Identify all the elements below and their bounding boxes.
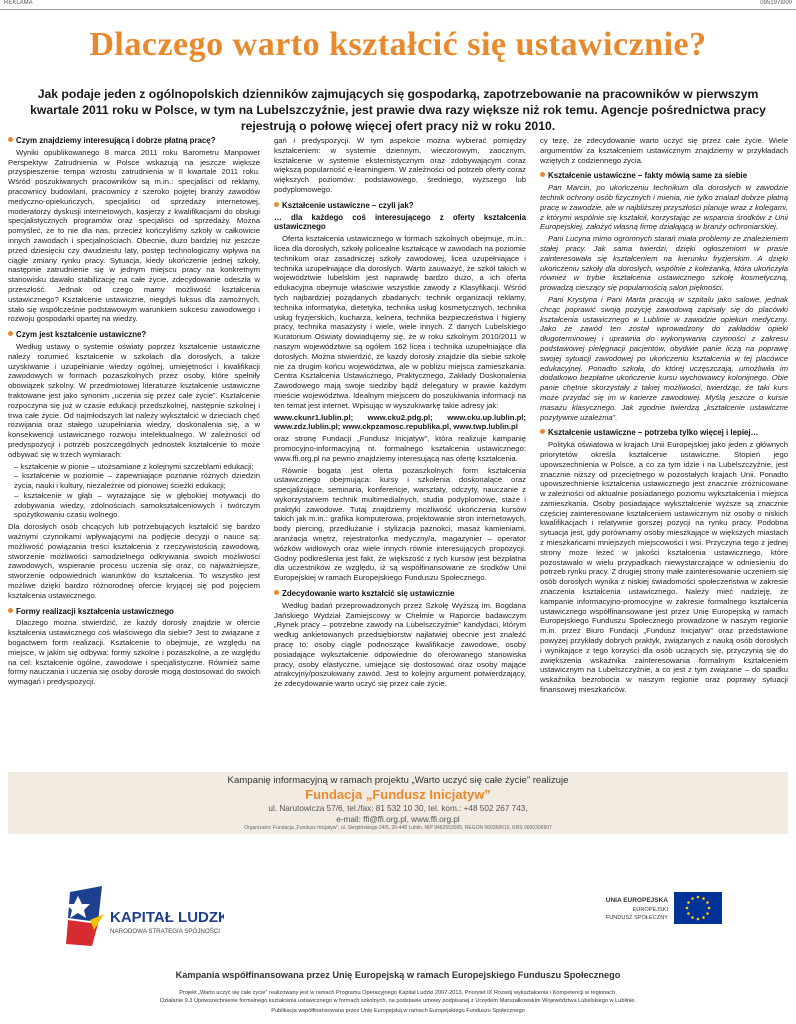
section-heading: Kształcenie ustawiczne – potrzeba tylko więcej i lepiej… [540,428,788,438]
organizer-contact[interactable]: e-mail: ffi@ffi.org.pl, www.ffi.org.pl [336,815,460,824]
eu-star-icon [706,912,709,915]
bullet-icon [8,608,13,613]
organizer-registration: Organizator: Fundacja „Fundusz Inicjatyw”, ul. Sierpińskiego 24/5, 20-448 Lublin, NIP 9462553005, REGON 060368615, KRS 0000306907 [244,825,552,831]
paragraph: Dlaczego można stwierdzić, że każdy dorosły znajdzie w ofercie kształcenia ustawicznego coś właściwego dla siebie? Jest to związane z bogactwem form realizacji. Kształcenie to obejmuje, ze względu na miejsce, w jakim się odbywa: formy szkolne i pozaszkolne, a ze względu na cel: kształcenie ogólne, zawodowe i specjalistyczne. Również same formy nauczania i uczenia się osoby dorosłe mogą dostosować do swoich wymagań i predyspozycji. [8,618,260,687]
paragraph: oraz stronę Fundacji „Fundusz Inicjatyw”, która realizuje kampanię promocyjno-informacyjną nt. formalnego kształcenia ustawicznego: www.ffi.org.pl na pewno znajdziemy interesującą nas ofertę kształcenia. [274,434,526,463]
bullet-icon [8,331,13,336]
eu-star-icon [702,897,705,900]
paragraph: Pan Marcin, po ukończeniu technikum dla dorosłych w zawodzie technik ochrony osób fizycznych i mienia, nie tylko znalazł dobrze płatną pracę w zawodzie, ale w najbliższej przyszłości planuje wraz z kolegami, z którymi wspólnie się kształcił, korzystając ze wsparcia środków z Unii Europejskiej, założyć własną firmę działającą w branży ochroniarskiej. [540,183,788,232]
website-links[interactable]: www.ckunr1.lublin.pl; www.cku2.pdg.pl; www.cku.up.lublin.pl; www.zdz.lublin.pl; www.ckpzamosc.republika.pl, www.twp.lublin.pl [274,412,526,432]
section-heading: Zdecydowanie warto kształcić się ustawicznie [274,589,526,599]
header-divider [0,9,796,10]
article-title: Dlaczego warto kształcić się ustawicznie? [89,26,707,63]
ad-code: 0951978/00 [760,0,792,6]
svg-text:EUROPEJSKI: EUROPEJSKI [632,907,668,913]
section-subheading: … dla każdego coś interesującego z oferty kształcenia ustawicznego [274,212,526,232]
kapital-ludzki-logo [64,884,224,954]
eu-star-icon [697,896,700,899]
organizer-name: Fundacja „Fundusz Inicjatyw” [305,787,491,802]
page-header-strip [0,0,796,8]
paragraph: cy tezę, że zdecydowanie warto uczyć się przez całe życie. Wiele argumentów za kształceniem ustawicznym znajdziemy w przykładach wziętych z codziennego życia. [540,136,788,165]
eu-star-icon [708,907,711,910]
bullet-icon [540,429,545,434]
eu-star-icon [691,897,694,900]
svg-text:NARODOWA STRATEGIA SPÓJNOŚCI: NARODOWA STRATEGIA SPÓJNOŚCI [110,928,221,935]
footnote-line: Działanie 9.3 Upowszechnienie formalnego kształcenia ustawicznego w formach szkolnych, na podstawie umowy podpisanej z Urzędem Marszałkowskim Województwa Lubelskiego w Lublinie. [160,998,636,1004]
cofinancing-heading: Kampania współfinansowana przez Unię Europejską w ramach Europejskiego Funduszu Społecznego [175,970,621,980]
article-columns [8,136,788,768]
dimensions-list [14,462,260,521]
eu-star-icon [706,901,709,904]
column-1 [8,136,260,768]
column-2 [274,136,526,768]
list-item: – kształcenie w poziomie – zapewniające poznanie różnych dziedzin życia, nauki i kultury, niezależnie od pionowej ścieżki edukacji; [14,471,260,491]
paragraph: Według badań przeprowadzonych przez Szkołę Wyższą im. Bogdana Jańskiego Wydział Zamiejscowy w Chełmie w Raporcie badawczym „Rynek pracy – potrzebne zawody na Lubelszczyźnie” kandydaci, którym według ankietowanych przedsiębiorstw najłatwiej obecnie jest znaleźć pracę to: osoby ciągle podnoszące kwalifikacje zawodowe, osoby posiadające wykształcenie odpowiednie do oferowanego stanowiska pracy, osoby elastyczne, umiejące się dostosować oraz osoby mające atrakcyjny/poszukiwany zawód. Jest to kolejny argument potwierdzający, że zdecydowanie warto uczyć się przez całe życie. [274,600,526,689]
section-heading: Kształcenie ustawiczne – czyli jak? [274,201,526,211]
paragraph: Pani Krystyna i Pani Marta pracują w szpitalu jako salowe, jednak chcąc poprawić swoją pozycję zawodową zapisały się do placówki kształcenia ustawicznego w Lublinie w zawodzie opiekun medyczny. Jako że zawód ten został wprowadzony do zakładów opieki długoterminowej i uprawnia do wykonywania czynności z zakresu podstawowej pielęgnacji pacjentów, obydwie panie liczą na poprawę swojej sytuacji zawodowej po ukończeniu kształcenia w tej placówce edukacyjnej. Ponadto szkoła, do której uczęszczają, umożliwiła im dodatkowo bezpłatne ukończenie kursu wychowawcy kolonijnego. Obie panie chętnie skorzystały z takiej możliwości, twierdząc, że taki kurs może przydać się im w karierze zawodowej. Myślą jeszcze o kursie masażu klasycznego. Jak zgodnie twierdzą „kształcenie ustawiczne pozytywnie uzależnia”. [540,294,788,422]
bullet-icon [540,172,545,177]
paragraph: Wyniki opublikowanego 8 marca 2011 roku Barometru Manpower Perspektyw Zatrudnienia w Polsce wskazują na jeszcze większe przyspieszenie tempa wzrostu zatrudnienia w II kwartale 2011 roku. Wśród poszukiwanych pracowników są m.in.: specjaliści od reklamy, pracownicy budowlani, pracownicy z szeroko pojętej branży zawodów medyczno-opiekuńczych, specjaliści od sprzedaży internetowej, moderatorzy dyskusji internetowych, kasjerzy z kwalifikacjami do obsługi specjalistycznych programów oraz specjaliści od sprzedaży. Można pomyśleć, że to nie dla nas, przecież kończyliśmy szkoły w całkowicie innych zawodach i specjalnościach. Obecnie, dużo bardziej niż jeszcze przed dziesięciu czy dwudziestu laty, postęp technologiczny wpływa na ciągłe zmiany rynku pracy. Sytuacja, kiedy ukończenie jednej szkoły, następnie zatrudnienie się w jednym miejscu pracy na konkretnym stanowisku dawało stabilizację na całe życie, zdecydowanie odeszła w przeszłość. Jednak od czego mamy możliwość kształcenia ustawicznego? Kształcenie ustawiczne, niegdyś luksus dla zamożnych, stało się współcześnie podstawowym warunkiem sukcesu zawodowego i rozwoju gospodarki opartej na wiedzy. [8,147,260,324]
eu-star-icon [686,907,689,910]
paragraph: Pani Lucyna mimo ogromnych starań miała problemy ze znalezieniem stałej pracy. Jak sama twierdzi, dzięki ogłoszeniom w prasie zainteresowała się kształceniem na kierunku fryzjerskim. A dzięki ukończeniu szkoły dla dorosłych, wspólnie z koleżanką, która ukończyła również w trybie kształcenia ustawicznego szkołę kosmetyczną, prowadzą cieszący się popularnością salon piękności. [540,234,788,293]
organizer-address: ul. Narutowicza 57/6, tel./fax: 81 532 10 30, tel. kom.: +48 502 267 743, [268,804,528,813]
eu-star-icon [702,916,705,919]
paragraph: Równie bogata jest oferta pozaszkolnych form kształcenia ustawicznego obejmująca: kursy i szkolenia doskonalące oraz specjalizujące, seminaria, konferencje, warsztaty, odczyty, nauczanie z wykorzystaniem technik multimedialnych, studia podyplomowe, staże i praktyki zawodowe. Tutaj znajdziemy możliwość ukończenia kursów takich jak m.in.: grafika komputerowa, projektowanie stron internetowych, body piercing, przedłużanie i stylizacja paznokci, masaż kamieniami, aranżacja wnętrz, rejestrator/ka medyczny/a, magazynier – operator wózków widłowych oraz wiele innych równie interesujących propozycji. Godny podkreślenia jest fakt, że większość z tych kursów jest bezpłatna dla uczestników ze względu, iż są współfinansowane ze środków Unii Europejskiej w ramach Europejskiego Funduszu Społecznego. [274,465,526,583]
paragraph: Według ustawy o systemie oświaty poprzez kształcenie ustawiczne należy rozumieć kształcenie w szkołach dla dorosłych, a także uzyskiwanie i uzupełnianie wiedzy ogólnej, umiejętności i kwalifikacji zawodowych w formach pozaszkolnych przez osoby, które spełniły obowiązek szkolny. W przedmiotowej literaturze kształcenie ustawiczne traktowane jest jako synonim „uczenia się przez całe życie”. Kształcenie rozpoczyna się już w czasie edukacji przedszkolnej, następnie szkolnej i trwa całe życie. Od najmłodszych lat należy wykształcić w dzieciach chęć rozwijania oraz stałego uzupełniania wiedzy, doskonalenia się, a w konsekwencji ustawicznego rozwoju intelektualnego. W zależności od predyspozycji i potrzeb poszczególnych jednostek kształcenie to może odbywać się w trzech wymiarach: [8,341,260,459]
eu-star-icon [691,916,694,919]
eu-efs-logo [600,890,726,940]
project-footnote [40,989,756,1015]
paragraph: gań i predyspozycji. W tym aspekcie można wybierać pomiędzy kształceniem: w systemie dziennym, wieczorowym, zaocznym, kształcenie w systemie eksternistycznym oraz zdobywającym coraz większą popularność e-learningiem. W zależności od potrzeb oferty coraz większych poziomów: podstawowego, średniego, wyższego lub podyplomowego. [274,136,526,194]
eu-star-icon [697,918,700,921]
section-heading: Czym znajdziemy interesującą i dobrze płatną pracę? [8,136,260,146]
svg-text:FUNDUSZ SPOŁECZNY: FUNDUSZ SPOŁECZNY [605,915,668,921]
section-heading: Formy realizacji kształcenia ustawicznego [8,607,260,617]
section-heading: Czym jest kształcenie ustawiczne? [8,330,260,340]
eu-flag-icon [600,890,726,940]
section-heading: Kształcenie ustawiczne – fakty mówią same za siebie [540,171,788,181]
footnote-line: Projekt „Warto uczyć się całe życie” realizowany jest w ramach Programu Operacyjnego Kapitał Ludzki 2007-2013, Priorytet IX Rozwój wykształcenia i Kompetencji w regionach, [179,990,617,996]
campaign-line: Kampanię informacyjną w ramach projektu „Warto uczyć się całe życie” realizuje [227,775,569,786]
paragraph: Dla dorosłych osób chcących lub potrzebujących kształcić się bardzo ważnymi czynnikami wpływającymi na podjęcie decyzji o nauce są: możliwość powiązania treści kształcenia z rzeczywistością zawodową, stworzenie możliwości samodzielnego odkrywania swoich możliwości zawodowych, wspieranie procesu uczenia się oraz, co najważniejsze, stworzenie odpowiednich warunków do kształcenia. To wszystko jest możliwe dzięki bardzo różnorodnej ofercie kryjącej się pod pojęciem kształcenia ustawicznego. [8,522,260,600]
footnote-line: Publikacja współfinansowana przez Unię Europejską w ramach Europejskiego Funduszu Społecznego [271,1008,525,1014]
bullet-icon [8,137,13,142]
paragraph: Polityka oświatowa w krajach Unii Europejskiej jako jeden z głównych priorytetów określa kształcenie ustawiczne. Stopień jego upowszechnienia w Polsce, a co za tym idzie i na Lubelszczyźnie, jest znacznie niższy od przeciętnego w pozostałych krajach Unii. Ponadto upowszechnienie kształcenia ustawicznego jest znacznie zróżnicowane w zależności od aktualnie posiadanego poziomu wykształcenia i miejsca zamieszkania. Osoby posiadające wykształcenie wyższe są znacznie częściej zainteresowane kształceniem ustawicznym niż osoby o niskich kwalifikacjach i relatywnie gorszej pozycji na rynku pracy. Podobna sytuacja jest, gdy porównamy osoby mieszkające w większych miastach z mieszkańcami mniejszych miejscowości i wsi. Przyczyna tego z jednej strony może leżeć w jakości kształcenia ustawicznego, które pozostawało w wielu przypadkach niewystarczające w odniesieniu do potrzeb rynku pracy. Z drugiej strony małe zainteresowanie uczeniem się osób dorosłych wynika z niskiej świadomości społeczeństwa w zakresie znaczenia kształcenia ustawicznego. Należy mieć nadzieję, że kampanie informacyjno-promocyjne w zakresie formalnego kształcenia ustawicznego współfinansowane jest przez Unię Europejską w ramach Europejskiego Funduszu Społecznego prowadzone w naszym regionie m.in. przez Biuro Fundacji „Fundusz Inicjatyw” oraz przedstawione powyżej przykłady dobrych praktyk, związanych z nauką osób dorosłych i wynikające z tego korzyści dla osób uczących się, przyczynią się do zwiększenia wskaźnika zainteresowania formalnym kształceniem ustawicznym na Lubelszczyźnie, a co jest z tym związane – do spadku wskaźnika bezrobocia w naszym regionie oraz poprawy sytuacji finansowej mieszkańców. [540,440,788,695]
eu-star-icon [687,912,690,915]
section-label: REKLAMA [4,0,33,6]
bullet-icon [274,202,279,207]
list-item: – kształcenie w pionie – utożsamiane z kolejnymi szczeblami edukacji; [14,461,254,471]
eu-star-icon [687,901,690,904]
column-3 [540,136,788,768]
campaign-info-box [8,772,788,834]
bullet-icon [274,590,279,595]
list-item: – kształcenie w głąb – wyrażające się w głębokiej motywacji do zdobywania wiedzy, zdolnościach samokształceniowych i twórczym spożytkowaniu czasu wolnego. [14,490,260,520]
article-lead: Jak podaje jeden z ogólnopolskich dzienników zajmujących się gospodarką, zapotrzebowanie na pracowników w pierwszym kwartale 2011 roku w Polsce, w tym na Lubelszczyźnie, jest prawie dwa razy większe niż rok temu. Agencje pośrednictwa pracy rejestrują o połowę więcej ofert pracy niż w roku 2010. [30,87,766,133]
svg-text:UNIA EUROPEJSKA: UNIA EUROPEJSKA [605,897,668,904]
paragraph: Oferta kształcenia ustawicznego w formach szkolnych obejmuje, m.in.: licea dla dorosłych, szkoły policealne kształcące w zawodach na poziomie technikum oraz zasadniczej szkoły zawodowej, licea uzupełniające i technika uzupełniające dla dorosłych. Warto zauważyć, że szkół takich w województwie lubelskim jest naprawdę bardzo dużo, a ich oferta edukacyjna obejmuje właściwie wszystkie zawody z Klasyfikacji. Wśród tych najbardziej pożądanych zbadanych: technik organizacji reklamy, technika informatyka, dietetyka, technika usług kosmetycznych, technika usług fryzjerskich, kucharza, kelnera, technika bezpieczeństwa i higieny pracy, technika masażysty i wiele, wiele innych. Z danych Lubelskiego Kuratorium Oświaty dowiadujemy się, że w roku szkolnym 2010/2011 w naszym województwie są ogółem 162 licea i technika uzupełniające dla dorosłych. Można stwierdzić, że każdy dorosły znajdzie dla siebie szkołę nie za drugim końcu województwa, ale w pobliżu miejsca zamieszkania. Centra Kształcenia Ustawicznego, Praktycznego, Zakłady Doskonalenia Zawodowego mają swoje siedziby bądź delegatury w prawie każdym mieście województwa. Idealnym miejscem do poszukiwania informacji na ten temat jest internet. Wpisując w wyszukiwarkę takie adresy jak: [274,234,526,410]
svg-text:KAPITAŁ LUDZKI: KAPITAŁ LUDZKI [110,909,224,926]
kapital-ludzki-emblem-icon [64,884,224,954]
